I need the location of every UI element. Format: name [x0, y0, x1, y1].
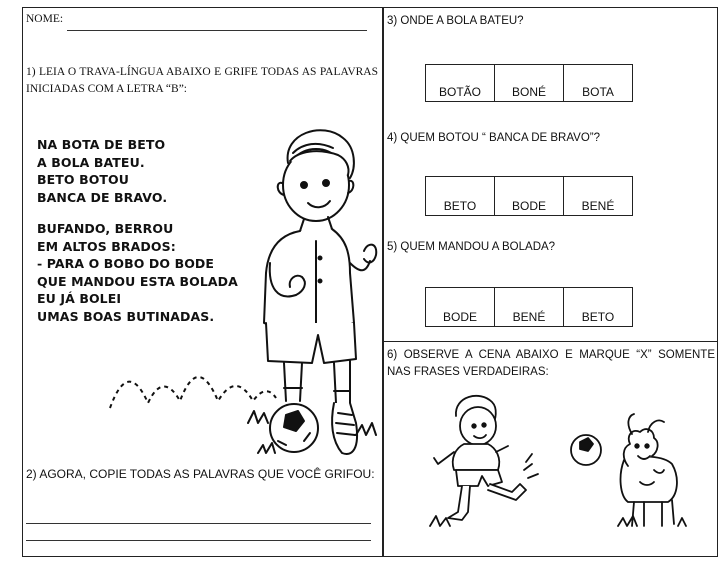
poem-line: A BOLA BATEU.: [37, 154, 145, 170]
option-box[interactable]: BONÉ: [494, 65, 563, 101]
poem-line: NA BOTA DE BETO: [37, 137, 166, 152]
name-label: NOME:: [26, 13, 64, 25]
option-box[interactable]: BODE: [494, 177, 563, 215]
tongue-twister-poem: [37, 136, 238, 325]
question-5: 5) QUEM MANDOU A BOLADA?: [387, 241, 556, 253]
section-divider: [384, 341, 717, 342]
option-box[interactable]: BENÉ: [494, 288, 563, 326]
poem-line: QUE MANDOU ESTA BOLADA: [37, 273, 238, 289]
question-2: 2) AGORA, COPIE TODAS AS PALAVRAS QUE VOCÊ GRIFOU:: [26, 467, 375, 481]
poem-line: EU JÁ BOLEI: [37, 291, 122, 306]
poem-line: BANCA DE BRAVO.: [37, 189, 168, 205]
poem-line: BETO BOTOU: [37, 172, 130, 187]
option-box[interactable]: BETO: [563, 288, 632, 326]
question-1: 1) LEIA O TRAVA-LÍNGUA ABAIXO E GRIFE TODAS AS PALAVRAS INICIADAS COM A LETRA “B”:: [26, 66, 378, 95]
question-3-options: [425, 64, 633, 102]
poem-line: - PARA O BOBO DO BODE: [37, 256, 215, 271]
question-3: 3) ONDE A BOLA BATEU?: [387, 15, 524, 27]
answer-line-1[interactable]: [26, 523, 371, 524]
poem-line: BUFANDO, BERROU: [37, 221, 174, 236]
option-box[interactable]: BODE: [442, 310, 477, 324]
question-5-options: [425, 287, 633, 327]
question-6: 6) OBSERVE A CENA ABAIXO E MARQUE “X” SOMENTE NAS FRASES VERDADEIRAS:: [387, 349, 715, 378]
question-4: 4) QUEM BOTOU “ BANCA DE BRAVO”?: [387, 132, 601, 144]
answer-line-2[interactable]: [26, 540, 371, 541]
worksheet: [22, 7, 718, 557]
ball-bounce-path: [108, 353, 278, 413]
question-4-options: [425, 176, 633, 216]
option-box[interactable]: BENÉ: [563, 177, 632, 215]
option-box[interactable]: BOTÃO: [438, 85, 481, 99]
poem-line: UMAS BOAS BUTINADAS.: [37, 308, 215, 324]
kicking-scene-illustration: [428, 386, 688, 531]
option-box[interactable]: BETO: [443, 199, 477, 213]
poem-line: EM ALTOS BRADOS:: [37, 238, 176, 254]
column-divider: [382, 8, 384, 556]
name-line[interactable]: [67, 30, 367, 31]
option-box[interactable]: BOTA: [563, 65, 632, 101]
